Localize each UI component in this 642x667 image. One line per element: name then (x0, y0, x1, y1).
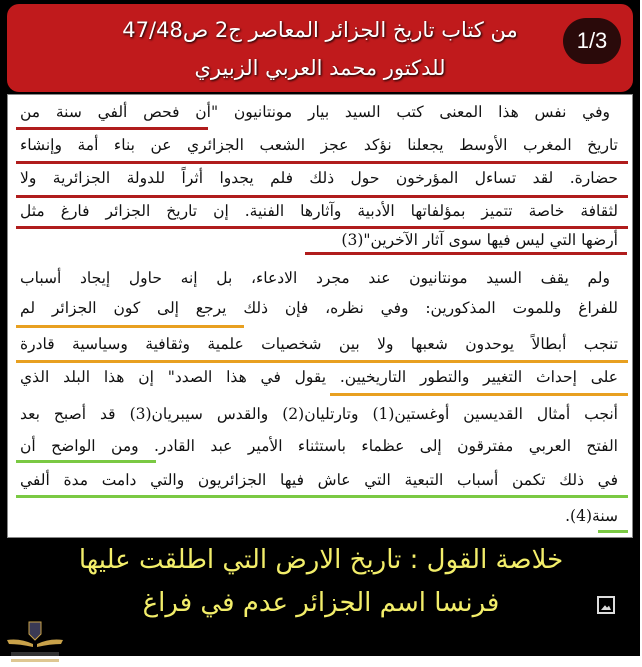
text-line: لثقافة خاصة تتميز بمؤلفاتها الأدبية وآثارها الفنية. إن تاريخ الجزائر فارغ مثل (20, 202, 618, 220)
underline-red (16, 161, 628, 164)
text-line: أنجب أمثال القديسين أوغستين(1) وتارتليان(2) والقدس سيبريان(3) قد أصبح بعد (20, 405, 618, 423)
gallery-icon[interactable] (597, 596, 615, 614)
underline-red (16, 195, 628, 198)
title-line-1: من كتاب تاريخ الجزائر المعاصر ج2 ص47/48 (122, 18, 518, 42)
underline-red (305, 252, 627, 255)
text-line: حضارة. لقد تساءل المؤرخون حول ذلك فلم يجدوا أثراً للدولة الجزائرية ولا (20, 169, 618, 187)
book-page-scan (7, 94, 633, 538)
page-indicator[interactable]: 1/3 (563, 18, 621, 64)
text-line: للفراغ وللموت المذكورين: وفي نظره، فإن ذلك يرجع إلى كون الجزائر لم (20, 299, 618, 317)
header-banner (7, 4, 633, 92)
underline-orange (16, 325, 244, 328)
text-line: سنة(4). (565, 507, 618, 525)
text-line: ولم يقف السيد مونتانيون عند مجرد الادعاء، بل إنه حاول إيجاد أسباب (20, 269, 610, 287)
underline-orange (330, 393, 628, 396)
underline-red (16, 127, 208, 130)
text-line: في ذلك تكمن أسباب التبعية التي عاش فيها الجزائريون والتي دامت مدة ألفي (20, 471, 618, 489)
text-line: على إحداث التغيير والتطور التاريخيين. يقول في هذا الصدد" إن هذا البلد الذي (20, 368, 618, 386)
summary-line-1: خلاصة القول : تاريخ الارض التي اطلقت عليها (78, 545, 564, 575)
underline-orange (16, 360, 628, 363)
text-line: الفتح العربي مفترقون إلى عظماء باستثناء الأمير عبد القادر. ومن الواضح أن (20, 437, 618, 455)
underline-green (16, 495, 628, 498)
summary-line-2: فرنسا اسم الجزائر عدم في فراغ (142, 588, 500, 618)
text-line: وفي نفس هذا المعنى كتب السيد بيار مونتانيون "أن فحص ألفي سنة من (20, 103, 610, 121)
text-line: تاريخ المغرب الأوسط يجعلنا نؤكد عجز الشعب الجزائري عن بناء أمة وإنشاء (20, 136, 618, 154)
text-line: أرضها التي ليس فيها سوى آثار الآخرين"(3) (341, 231, 618, 249)
arab-defense-forum-logo (5, 620, 65, 665)
underline-green (16, 460, 156, 463)
underline-red (16, 226, 628, 229)
title-line-2: للدكتور محمد العربي الزبيري (194, 56, 446, 80)
underline-green (598, 530, 628, 533)
text-line: تنجب أبطالاً يوحدون شعبها ولا بين شخصيات علمية وثقافية وسياسية قادرة (20, 335, 618, 353)
